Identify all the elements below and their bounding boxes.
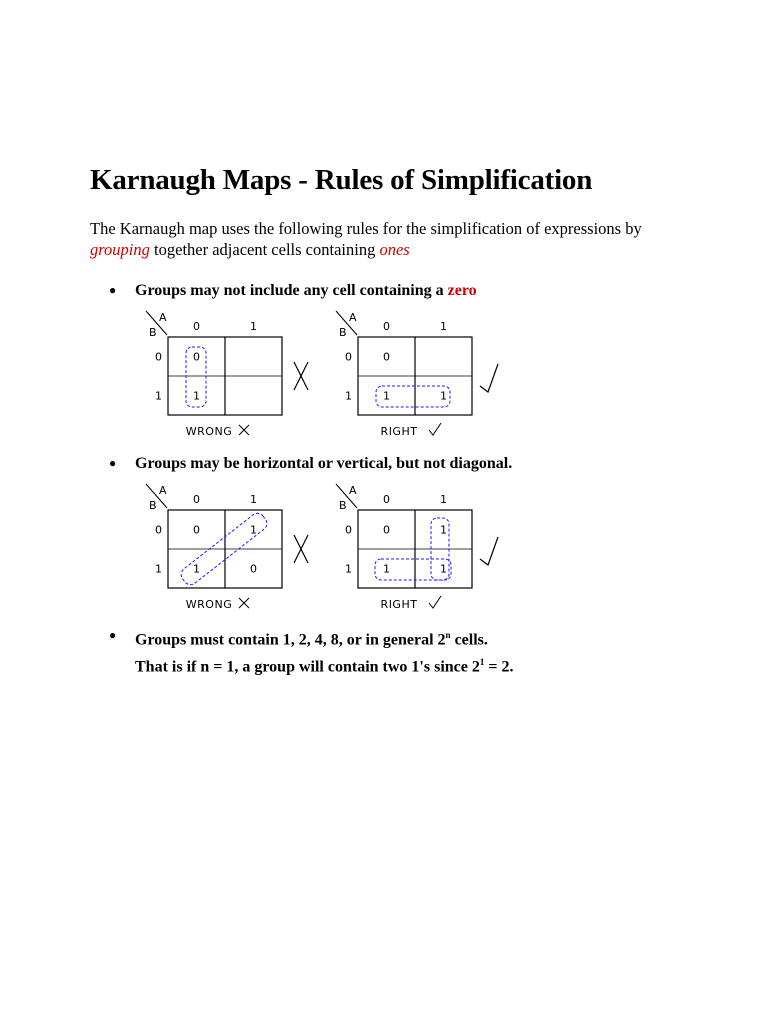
kmap-diagram-right-1 (330, 308, 570, 440)
kmap-cell-value: 0 (250, 562, 257, 576)
kmap-cell-value: 0 (193, 523, 200, 537)
var-b-label: B (339, 326, 347, 339)
kmap-cell-value: 1 (193, 562, 200, 576)
intro-text-1: The Karnaugh map uses the following rules for the simplification of expressions by (90, 219, 642, 238)
row-header-1: 1 (345, 562, 352, 576)
kmap-cell-value: 1 (440, 562, 447, 576)
rule-3-line-2-b: = 2. (484, 658, 514, 676)
col-header-0: 0 (383, 493, 390, 506)
rule-3-line-1-a: Groups must contain 1, 2, 4, 8, or in general 2 (135, 631, 446, 649)
var-b-label: B (149, 499, 157, 512)
caption-label: RIGHT (380, 425, 418, 438)
bullet-icon: ● (109, 456, 117, 470)
var-b-label: B (339, 499, 347, 512)
kmap-cell-value: 1 (383, 389, 390, 403)
wrong-cross-icon (294, 362, 308, 390)
superscript-n: n (445, 630, 451, 640)
rule-3 (110, 624, 513, 679)
col-header-1: 1 (440, 493, 447, 506)
caption-label: WRONG (185, 425, 233, 438)
row-header-1: 1 (155, 562, 162, 576)
wrong-cross-icon (294, 535, 308, 563)
rule-1-highlight: zero (447, 282, 477, 299)
rule-1-text (135, 279, 477, 302)
col-header-1: 1 (250, 493, 257, 506)
intro-ones: ones (379, 240, 410, 259)
kmap-cell-value: 1 (250, 523, 257, 537)
caption-label: WRONG (185, 598, 233, 611)
row-header-0: 0 (155, 350, 162, 364)
kmap-cell-value: 1 (440, 523, 447, 537)
rule-3-line-1 (135, 624, 513, 651)
rule-3-line-2-a: That is if n = 1, a group will contain two 1's since 2 (135, 658, 480, 676)
kmap-cell-value: 1 (383, 562, 390, 576)
right-check-icon (480, 537, 498, 565)
col-header-0: 0 (193, 320, 200, 333)
rule-2 (110, 452, 512, 475)
col-header-1: 1 (250, 320, 257, 333)
rule-1-main: Groups may not include any cell containing a (135, 282, 448, 299)
caption-label: RIGHT (380, 598, 418, 611)
var-a-label: A (349, 484, 357, 497)
kmap-cell-value: 0 (193, 350, 200, 364)
page-title: Karnaugh Maps - Rules of Simplification (90, 164, 593, 196)
rule-1 (110, 279, 477, 302)
row-header-0: 0 (345, 523, 352, 537)
var-a-label: A (349, 311, 357, 324)
row-header-1: 1 (155, 389, 162, 403)
right-check-icon (480, 364, 498, 392)
bullet-icon: ● (109, 628, 117, 642)
kmap-cell-value: 1 (440, 389, 447, 403)
var-a-label: A (159, 484, 167, 497)
row-header-0: 0 (155, 523, 162, 537)
intro-text-2: together adjacent cells containing (149, 240, 380, 259)
bullet-icon: ● (109, 283, 117, 297)
caption-cross-icon (239, 425, 249, 435)
caption-check-icon (429, 596, 441, 608)
col-header-0: 0 (193, 493, 200, 506)
kmap-cell-value: 0 (383, 350, 390, 364)
var-b-label: B (149, 326, 157, 339)
caption-cross-icon (239, 598, 249, 608)
rule-2-text: Groups may be horizontal or vertical, but not diagonal. (135, 455, 513, 472)
kmap-cell-value: 1 (193, 389, 200, 403)
rule-3-line-2 (135, 651, 513, 678)
rule-3-line-1-b: cells. (450, 631, 488, 649)
col-header-1: 1 (440, 320, 447, 333)
kmap-diagram-right-2 (330, 481, 570, 613)
intro-paragraph (90, 218, 690, 260)
row-header-0: 0 (345, 350, 352, 364)
col-header-0: 0 (383, 320, 390, 333)
var-a-label: A (159, 311, 167, 324)
caption-check-icon (429, 423, 441, 435)
intro-grouping: grouping (90, 240, 150, 259)
superscript-1: 1 (479, 657, 485, 668)
row-header-1: 1 (345, 389, 352, 403)
kmap-cell-value: 0 (383, 523, 390, 537)
